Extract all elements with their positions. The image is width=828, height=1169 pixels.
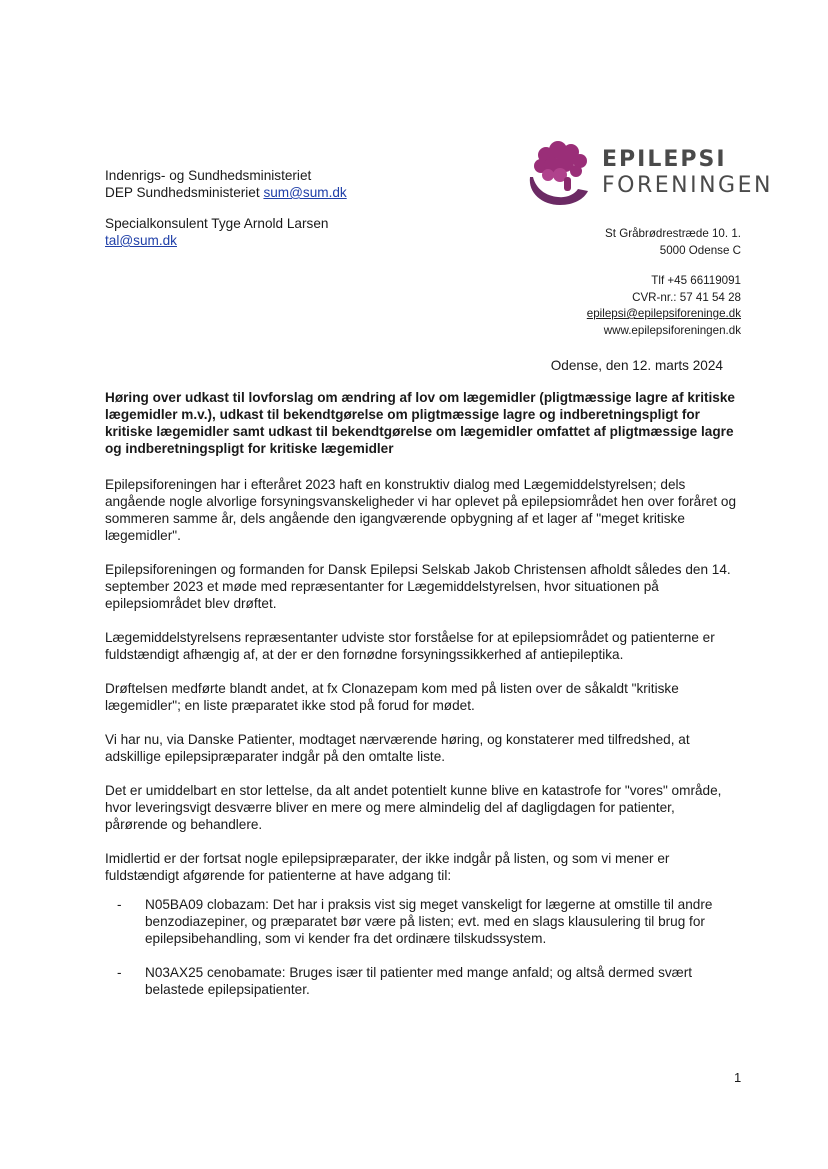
recipient-address xyxy=(105,167,347,249)
sender-street: St Gråbrødrestræde 10. 1. xyxy=(605,227,741,240)
paragraph: Lægemiddelstyrelsens repræsentanter udviste stor forståelse for at epilepsiområdet og patienterne er fuldstændigt afhængig af, at der er den fornødne forsyningssikkerhed af antiepileptika. xyxy=(105,630,715,662)
sender-email-link[interactable]: epilepsi@epilepsiforeninge.dk xyxy=(586,307,741,320)
sender-contact xyxy=(587,273,741,339)
sender-city: 5000 Odense C xyxy=(659,243,741,257)
letter-body xyxy=(105,389,740,1015)
list-item-marker: - xyxy=(117,897,122,912)
paragraph: Vi har nu, via Danske Patienter, modtaget nærværende høring, og konstaterer med tilfredshed, at adskillige epilepsipræparater indgår på den omtalte liste. xyxy=(105,732,690,764)
list-item-marker: - xyxy=(117,965,122,980)
page-number: 1 xyxy=(734,1070,742,1085)
recipient-person: Specialkonsulent Tyge Arnold Larsen xyxy=(105,216,329,231)
letter-title: Høring over udkast til lovforslag om ændring af lov om lægemidler (pligtmæssige lagre af kritiske lægemidler m.v.), udkast til bekendtgørelse om pligtmæssige lagre og indberetningspligt for kritiske lægemidler samt udkast til bekendtgørelse om lægemidler omfattet af pligtmæssige lagre og indberetningspligt for kritiske lægemidler xyxy=(105,390,735,456)
recipient-department-text: DEP Sundhedsministeriet xyxy=(105,185,264,200)
letter-date: Odense, den 12. marts 2024 xyxy=(550,358,723,373)
recipient-department xyxy=(105,184,347,201)
list-item-text: N05BA09 clobazam: Det har i praksis vist sig meget vanskeligt for lægerne at omstille til andre benzodiazepiner, og præparatet bør være på listen; evt. med en slags klausulering til brug for epilepsibehandling, som vi kender fra det ordinære tilskudssystem. xyxy=(145,897,713,946)
paragraph: Imidlertid er der fortsat nogle epilepsipræparater, der ikke indgår på listen, og som vi mener er fuldstændigt afgørende for patienterne at have adgang til: xyxy=(105,851,670,883)
recipient-ministry: Indenrigs- og Sundhedsministeriet xyxy=(105,168,312,183)
sender-website: www.epilepsiforeningen.dk xyxy=(603,323,741,337)
paragraph: Epilepsiforeningen og formanden for Dansk Epilepsi Selskab Jakob Christensen afholdt således den 14. september 2023 et møde med repræsentanter for Lægemiddelstyrelsen, hvor situationen på epilepsiområdet blev drøftet. xyxy=(105,562,731,611)
paragraph: Det er umiddelbart en stor lettelse, da alt andet potentielt kunne blive en katastrofe for "vores" område, hvor leveringsvigt desværre bliver en mere og mere almindelig del af dagligdagen for patienter, pårørende og behandlere. xyxy=(105,783,722,832)
list-item-text: N03AX25 cenobamate: Bruges især til patienter med mange anfald; og altså dermed svært belastede epilepsipatienter. xyxy=(145,965,693,997)
list-item xyxy=(105,964,740,998)
logo-wordmark xyxy=(602,147,773,199)
list-item xyxy=(105,896,740,947)
recipient-email-link[interactable]: sum@sum.dk xyxy=(263,185,347,200)
sender-address xyxy=(605,226,741,259)
paragraph: Drøftelsen medførte blandt andet, at fx Clonazepam kom med på listen over de såkaldt "kritiske lægemidler"; en liste præparatet ikke stod på forud for mødet. xyxy=(105,681,679,713)
logo-text-foreningen: FORENINGEN xyxy=(602,173,773,198)
epilepsiforeningen-logo xyxy=(524,141,773,213)
paragraph: Epilepsiforeningen har i efteråret 2023 haft en konstruktiv dialog med Lægemiddelstyrelsen; dels angående nogle alvorlige forsyningsvanskeligheder vi har oplevet på epilepsiområdet hen over foråret og sommeren samme år, dels angående den igangværende opbygning af et lager af "meget kritiske lægemidler". xyxy=(105,477,737,543)
logo-text-epilepsi: EPILEPSI xyxy=(602,147,727,172)
brain-hand-logo-icon xyxy=(524,141,598,213)
recipient-person-email-link[interactable]: tal@sum.dk xyxy=(105,233,177,248)
sender-cvr: CVR-nr.: 57 41 54 28 xyxy=(632,290,741,304)
sender-phone: Tlf +45 66119091 xyxy=(651,274,741,287)
